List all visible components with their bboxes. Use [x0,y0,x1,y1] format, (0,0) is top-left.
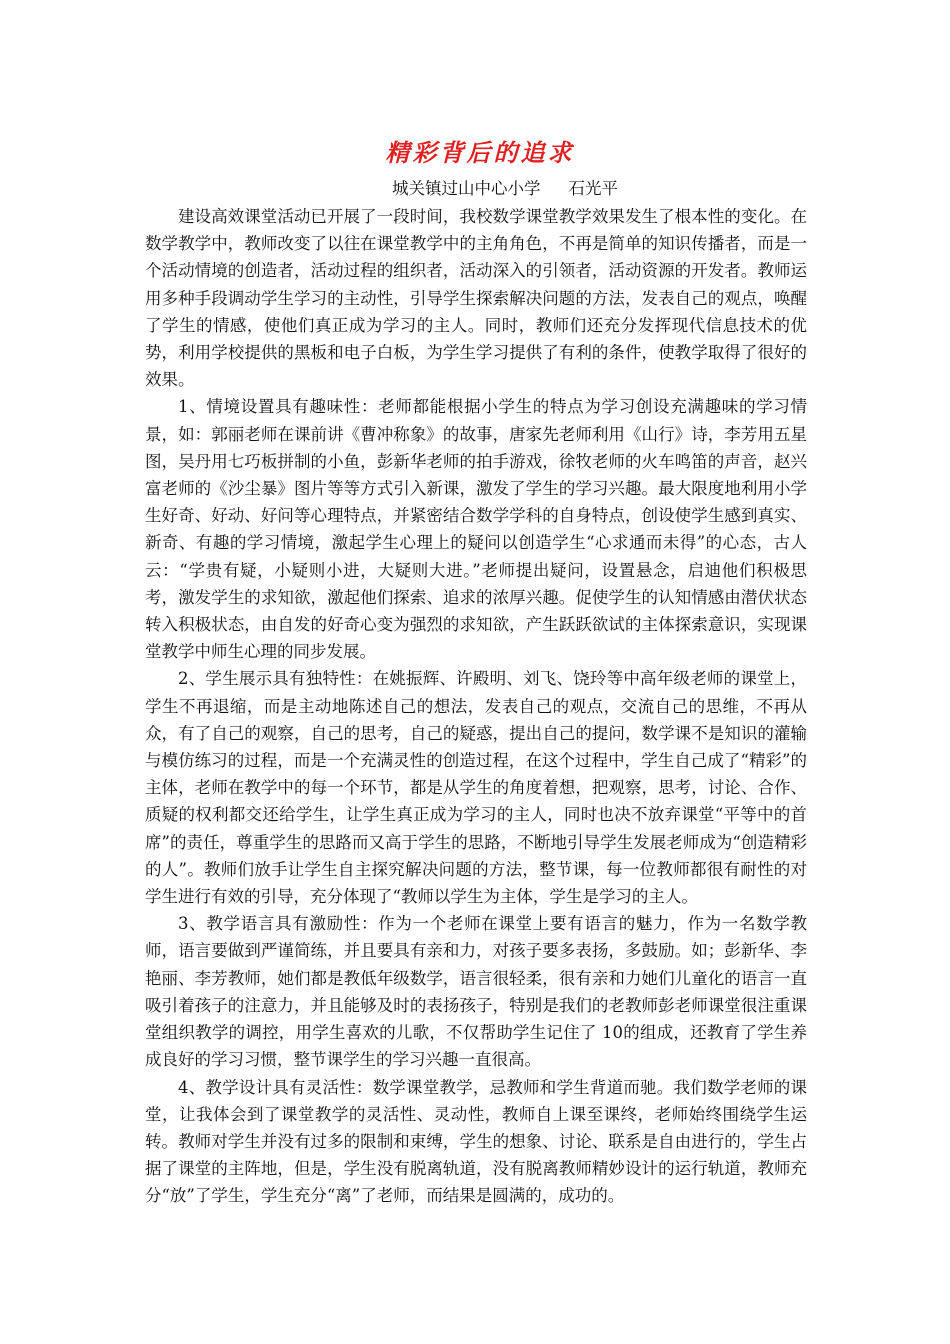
author-name: 石光平 [568,179,618,198]
paragraph-section-2: 2、学生展示具有独特性：在姚振辉、许殿明、刘飞、饶玲等中高年级老师的课堂上，学生不再退缩，而是主动地陈述自己的想法，发表自己的观点，交流自己的思维，不再从众，有了自己的观察，自己的思考，自己的疑惑，提出自己的提问，数学课不是知识的灌输与模仿练习的过程，而是一个充满灵性的创造过程，在这个过程中，学生自己成了“精彩”的主体，老师在教学中的每一个环节，都是从学生的角度着想，把观察，思考，讨论、合作、质疑的权利都交还给学生，让学生真正成为学习的主人，同时也决不放弃课堂“平等中的首席”的责任，尊重学生的思路而又高于学生的思路，不断地引导学生发展老师成为“创造精彩的人”。教师们放手让学生自主探究解决问题的方法，整节课，每一位教师都很有耐性的对学生进行有效的引导，充分体现了“教师以学生为主体，学生是学习的主人。 [145,669,807,907]
paragraph-section-4: 4、教学设计具有灵活性：数学课堂教学，忌教师和学生背道而驰。我们数学老师的课堂，让我体会到了课堂教学的灵活性、灵动性，教师自上课至课终，老师始终围绕学生运转。教师对学生并没有过多的限制和束缚，学生的想象、讨论、联系是自由进行的，学生占据了课堂的主阵地，但是，学生没有脱离轨道，没有脱离教师精妙设计的运行轨道，教师充分“放”了学生，学生充分“离”了老师，而结果是圆满的，成功的。 [145,1077,807,1206]
intro-paragraph: 建设高效课堂活动已开展了一段时间，我校数学课堂教学效果发生了根本性的变化。在数学教学中，教师改变了以往在课堂教学中的主角角色，不再是简单的知识传播者，而是一个活动情境的创造者，活动过程的组织者，活动深入的引领者，活动资源的开发者。教师运用多种手段调动学生学习的主动性，引导学生探索解决问题的方法，发表自己的观点，唤醒了学生的情感，使他们真正成为学习的主人。同时，教师们还充分发挥现代信息技术的优势，利用学校提供的黑板和电子白板，为学生学习提供了有利的条件，使教学取得了很好的效果。 [145,207,807,390]
document-title: 精彩背后的追求 [385,138,575,167]
paragraph-section-3: 3、教学语言具有激励性：作为一个老师在课堂上要有语言的魅力，作为一名数学教师，语言要做到严谨简练，并且要具有亲和力，对孩子要多表扬，多鼓励。如；彭新华、李艳丽、李芳教师，她们都是教低年级数学，语言很轻柔，很有亲和力她们儿童化的语言一直吸引着孩子的注意力，并且能够及时的表扬孩子，特别是我们的老教师彭老师课堂很注重课堂组织教学的调控，用学生喜欢的儿歌，不仅帮助学生记住了 10的组成，还教育了学生养成良好的学习习惯，整节课学生的学习兴趣一直很高。 [145,914,807,1070]
byline [203,176,807,202]
school-name: 城关镇过山中心小学 [392,179,541,198]
paragraph-section-1: 1、情境设置具有趣味性：老师都能根据小学生的特点为学习创设充满趣味的学习情景，如：郭丽老师在课前讲《曹冲称象》的故事，唐家先老师利用《山行》诗，李芳用五星图，吴丹用七巧板拼制的小鱼，彭新华老师的拍手游戏，徐牧老师的火车鸣笛的声音，赵兴富老师的《沙尘暴》图片等等方式引入新课，激发了学生的学习兴趣。最大限度地利用小学生好奇、好动、好问等心理特点，并紧密结合数学学科的自身特点，创设使学生感到真实、新奇、有趣的学习情境，激起学生心理上的疑问以创造学生“心求通而未得”的心态，古人云：“学贵有疑，小疑则小进，大疑则大进。”老师提出疑问，设置悬念，启迪他们积极思考，激发学生的求知欲，激起他们探索、追求的浓厚兴趣。促使学生的认知情感由潜伏状态转入积极状态，由自发的好奇心变为强烈的求知欲，产生跃跃欲试的主体探索意识，实现课堂教学中师生心理的同步发展。 [145,397,807,662]
document-page [145,134,807,1210]
